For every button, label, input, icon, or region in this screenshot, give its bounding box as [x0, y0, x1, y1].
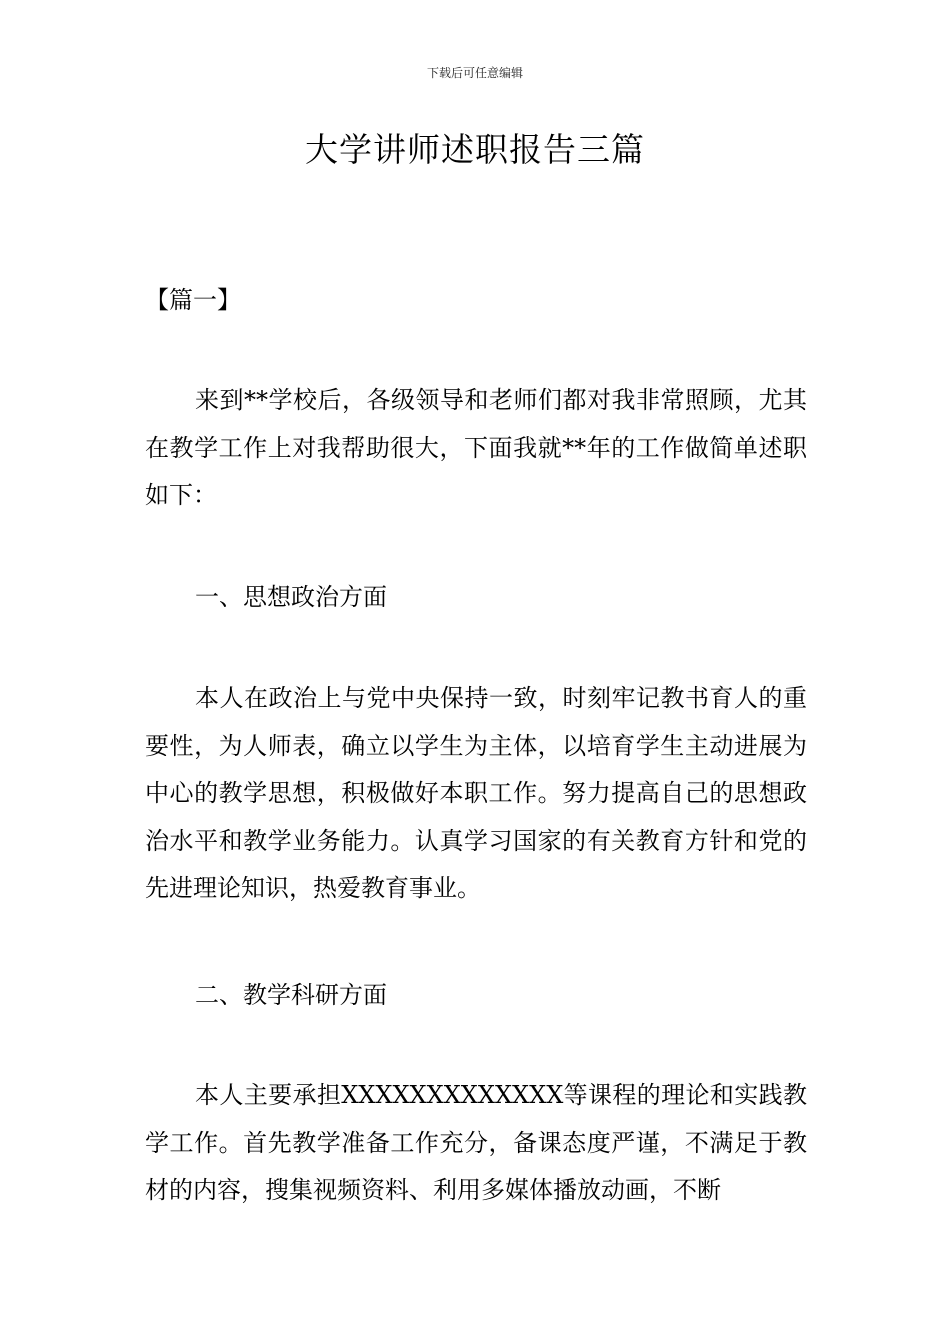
section-body-teaching: 本人主要承担XXXXXXXXXXXXX等课程的理论和实践教学工作。首先教学准备工作充分，备课态度严谨，不满足于教材的内容，搜集视频资料、利用多媒体播放动画，不断	[145, 1081, 807, 1204]
section-body-politics: 本人在政治上与党中央保持一致，时刻牢记教书育人的重要性，为人师表，确立以学生为主体，以培育学生主动进展为中心的教学思想，积极做好本职工作。努力提高自己的思想政治水平和教学业务能力。认真学习国家的有关教育方针和党的先进理论知识，热爱教育事业。	[145, 684, 807, 902]
intro-paragraph: 来到**学校后，各级领导和老师们都对我非常照顾，尤其在教学工作上对我帮助很大，下面我就**年的工作做简单述职如下：	[145, 386, 807, 509]
section-heading-teaching: 二、教学科研方面	[195, 981, 387, 1009]
section-heading-politics: 一、思想政治方面	[195, 583, 387, 611]
header-note: 下载后可任意编辑	[426, 66, 523, 80]
section-label: 【篇一】	[145, 286, 241, 314]
document-title: 大学讲师述职报告三篇	[305, 130, 645, 169]
